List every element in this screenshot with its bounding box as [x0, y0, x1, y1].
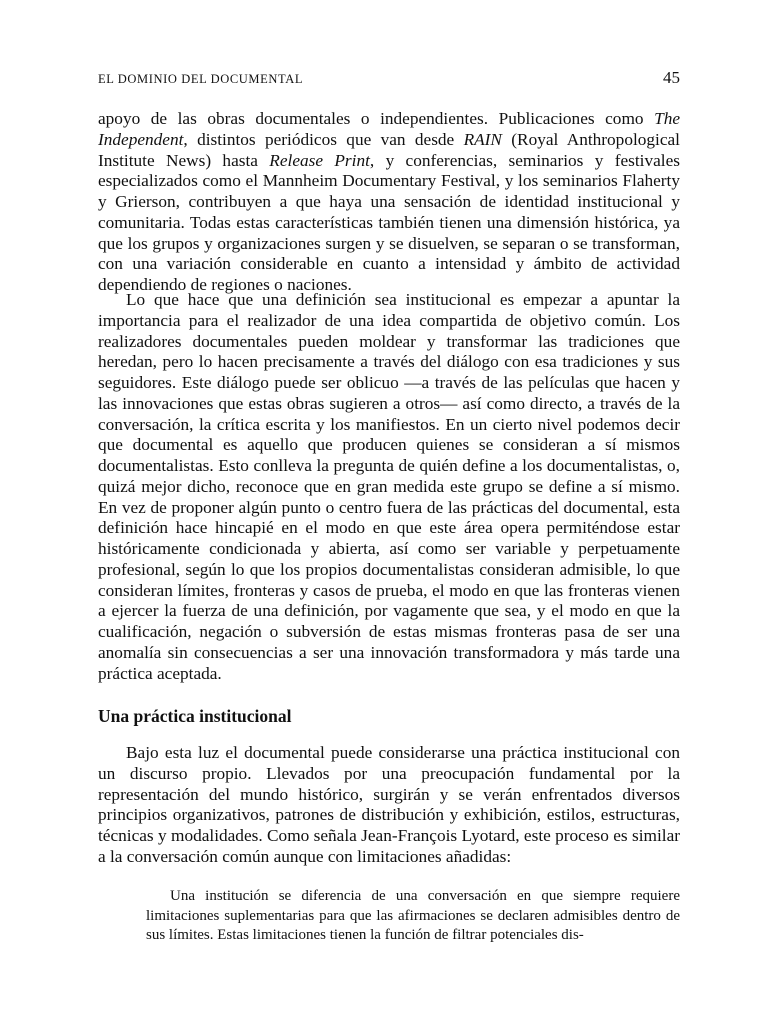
body-paragraph-2 [98, 290, 680, 684]
publication-title-the-independent: The Independent [98, 109, 680, 149]
text-run: , distintos periódicos que van desde [183, 129, 464, 149]
paragraph-text: Bajo esta luz el documental puede considerarse una práctica institucional con un discurso propio. Llevados por una preocupación fundamental por la representación del mundo histórico, surgirán y se verán enfrentados diversos principios organizativos, patrones de distribución y exhibición, estilos, estructuras, técnicas y modalidades. Como señala Jean-François Lyotard, este proceso es similar a la conversación común aunque con limitaciones añadidas: [98, 743, 680, 866]
page-header [98, 70, 680, 90]
publication-title-release-print: Release Print [269, 150, 370, 170]
text-run: , y conferencias, seminarios y festivales especializados como el Mannheim Documentary Festival, y los seminarios Flaherty y Grierson, contribuyen a que haya una sensación de identidad institucional y comunitaria. Todas estas características también tienen una dimensión histórica, ya que los grupos y organizaciones surgen y se disuelven, se separan o se transforman, con una variación considerable en cuanto a intensidad y ámbito de actividad dependiendo de regiones o naciones. [98, 150, 680, 294]
paragraph-text: Lo que hace que una definición sea institucional es empezar a apuntar la importancia para el realizador de una idea compartida de objetivo común. Los realizadores documentales pueden moldear y transformar las tradiciones que heredan, pero lo hacen precisamente a través del diálogo con esa tradiciones y sus seguidores. Este diálogo puede ser oblicuo —a través de las películas que hacen y las innovaciones que estas obras sugieren a otros— así como directo, a través de la conversación, la crítica escrita y los manifiestos. En un cierto nivel podemos decir que documental es aquello que producen quienes se consideran a sí mismos documentalistas. Esto conlleva la pregunta de quién define a los documentalistas, o, quizá mejor dicho, reconoce que en gran medida este grupo se define a sí mismo. En vez de proponer algún punto o centro fuera de las prácticas del documental, esta definición hace hincapié en el modo en que este área opera permiténdose estar históricamente condicionada y abierta, así como ser variable y perpetuamente profesional, según lo que los propios documentalistas consideran admisible, lo que consideran límites, fronteras y casos de prueba, el modo en que las fronteras vienen a ejercer la fuerza de una definición, por vagamente que sea, y el modo en que la cualificación, negación o subversión de estas mismas fronteras pasa de ser una anomalía sin consecuencias a ser una innovación transformadora y más tarde una práctica aceptada. [98, 290, 680, 683]
quote-text: Una institución se diferencia de una conversación en que siempre requiere limitaciones suplementarias para que las afirmaciones se declaren admisibles dentro de sus límites. Estas limitaciones tienen la función de filtrar potenciales dis- [146, 888, 680, 943]
block-quote [146, 887, 680, 946]
page-number: 45 [663, 68, 680, 87]
running-head: EL DOMINIO DEL DOCUMENTAL [98, 72, 304, 86]
section-heading: Una práctica institucional [98, 706, 292, 726]
body-paragraph-1 [98, 109, 680, 296]
text-run: (Royal Anthropological Institute News) hasta [98, 129, 680, 170]
body-paragraph-3 [98, 743, 680, 868]
publication-title-rain: RAIN [463, 129, 502, 149]
text-run: apoyo de las obras documentales o independientes. Publicaciones como [98, 109, 655, 128]
